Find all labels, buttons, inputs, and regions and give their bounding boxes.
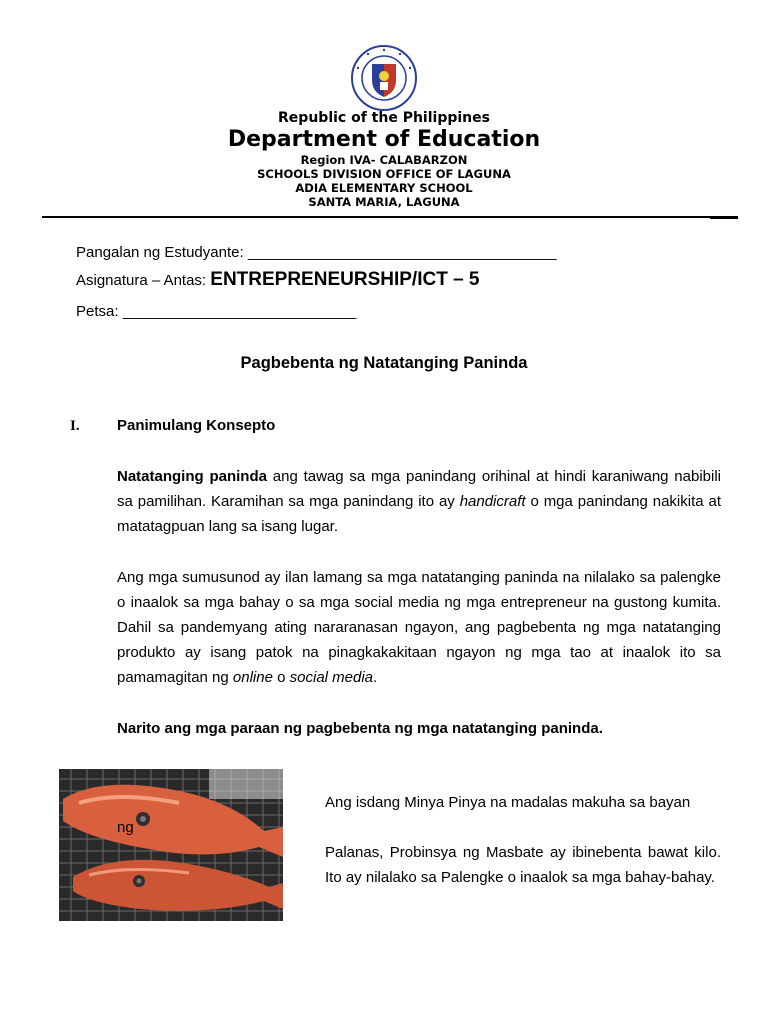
italic-term: social media (289, 669, 374, 686)
paragraph-text: o (272, 669, 290, 686)
header-region: Region IVA- CALABARZON (300, 153, 468, 167)
paragraph-examples (117, 565, 721, 690)
paragraph-definition (117, 464, 721, 539)
header-divider-accent (710, 216, 738, 219)
paragraph-methods-heading: Narito ang mga paraan ng pagbebenta ng mga natatanging paninda. (117, 720, 603, 737)
caption-fragment: ng (117, 819, 134, 836)
paragraph-text: ang tawag sa mga panindang orihinal at hindi karaniwang nabibili sa pamilihan. Karamihan sa mga panindang ito ay (117, 468, 721, 510)
caption-line-2: Palanas, Probinsya ng Masbate ay ibinebenta bawat kilo. Ito ay nilalako sa Palengke o inaalok sa mga bahay-bahay. (325, 844, 721, 886)
term-highlight: Natatanging paninda (117, 468, 267, 485)
student-name-blank: _____________________________________ (247, 244, 557, 261)
header-republic: Republic of the Philippines (278, 110, 490, 126)
header-divider (42, 216, 738, 218)
header-division: SCHOOLS DIVISION OFFICE OF LAGUNA (257, 167, 511, 181)
header-location: SANTA MARIA, LAGUNA (308, 195, 460, 209)
fish-photo (59, 769, 283, 921)
date-label: Petsa: (76, 303, 119, 320)
header-department: Department of Education (227, 127, 541, 152)
date-field (76, 303, 356, 320)
student-name-field (76, 244, 556, 261)
italic-term: online (232, 669, 273, 686)
subject-label: Asignatura – Antas: (76, 272, 207, 289)
subject-field (76, 269, 480, 291)
italic-term: handicraft (459, 493, 526, 510)
section-heading: Panimulang Konsepto (117, 417, 276, 434)
header-school: ADIA ELEMENTARY SCHOOL (295, 181, 473, 195)
paragraph-text: Ang mga sumusunod ay ilan lamang sa mga natatanging paninda na nilalako sa palengke o inaalok sa mga bahay o sa mga social media ng mga entrepreneur na gustong kumita. Dahil sa pandemyang ating nararanasan ngayon, ang pagbebenta ng mga natatanging produkto ay isang patok na pinagkakakitaan ngayon ng mga tao at inaalok ito sa pamamagitan ng (117, 569, 721, 686)
subject-value: ENTREPRENEURSHIP/ICT – 5 (210, 269, 480, 290)
paragraph-text: o mga panindang nakikita at matatagpuan lang sa isang lugar. (117, 493, 721, 535)
section-number: I. (70, 418, 80, 434)
caption-line-1: Ang isdang Minya Pinya na madalas makuha sa bayan (325, 794, 691, 811)
deped-seal-logo (350, 44, 418, 112)
date-blank: ____________________________ (122, 303, 357, 320)
lesson-title: Pagbebenta ng Natatanging Paninda (240, 354, 528, 372)
student-name-label: Pangalan ng Estudyante: (76, 244, 244, 261)
paragraph-text: . (373, 669, 378, 686)
